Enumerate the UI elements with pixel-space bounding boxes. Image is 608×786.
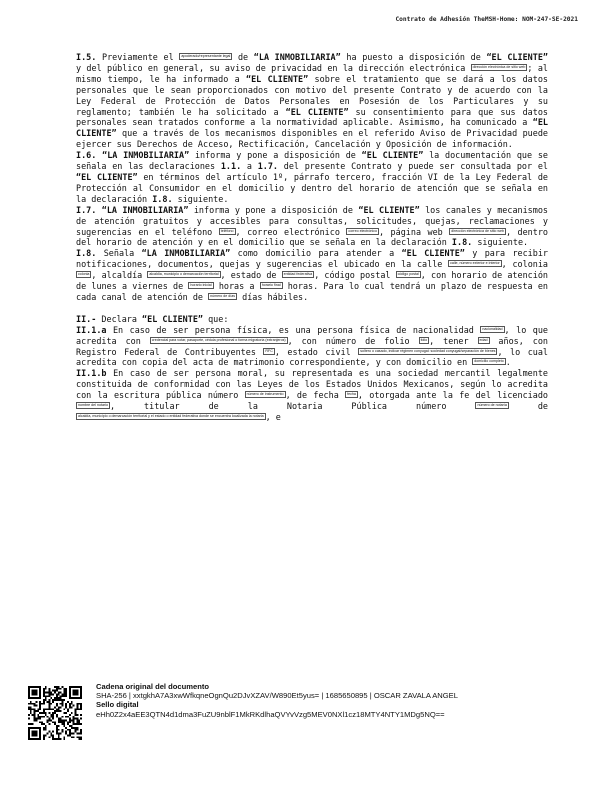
clause-text: que a través de los mecanismos disponibles en el referido Aviso de Privacidad puede ejercer sus Derechos de Acceso, Rectificación, Cancelación y Oposición de información. xyxy=(76,128,548,150)
clause-text: a xyxy=(241,161,258,172)
fill-in-field: colonia xyxy=(78,272,90,277)
clause-text: En caso de ser persona física, es una persona física de nacionalidad xyxy=(106,324,481,335)
clause-text: Previamente el xyxy=(96,52,180,62)
fill-in-field: fecha xyxy=(347,392,356,397)
clause-text: , correo electrónico xyxy=(235,226,347,237)
bold-term: “EL CLIENTE” xyxy=(401,248,465,259)
clause-text: su consentimiento para que sus datos personales sean tratados conforme a la normatividad aplicable. Asimismo, ha comunicado a xyxy=(76,106,549,128)
clause-text: , con número de folio xyxy=(287,335,419,346)
fill-in-field: nombre del notario xyxy=(78,403,108,408)
clause-text: , tener xyxy=(429,335,478,346)
document-header: Contrato de Adhesión TheMSH-Home: NOM-247-SE-2021 xyxy=(395,16,578,23)
clause-text: años, con Registro Federal de Contribuyentes xyxy=(76,335,548,357)
cadena-value: SHA-256 | xxtgkhA7A3xwWfkqneOgnQu2DJvXZAV/W890Et5yus= | 1685650895 | OSCAR ZAVALA ANGEL xyxy=(96,691,458,701)
clause-text: horas a xyxy=(213,281,260,292)
clause-text: y del público en general, su aviso de privacidad en la dirección electrónica xyxy=(76,62,471,73)
clause-text: horas. Para lo cual tendrá un plazo de respuesta en cada canal de atención de xyxy=(76,281,548,302)
signature-footer xyxy=(28,682,588,742)
fill-in-field: soltero o casado, indicar régimen conyugal: sociedad conyugal/separación de bienes xyxy=(360,348,496,353)
clause-text: , dentro del horario de atención y en el domicilio que se señala en la declaración xyxy=(76,226,549,248)
clause-paragraph xyxy=(76,205,548,249)
cadena-label: Cadena original del documento xyxy=(96,682,210,691)
clause-paragraph xyxy=(76,368,548,423)
clause-text: siguiente. xyxy=(172,193,229,204)
fill-in-field: apoderado/representante legal xyxy=(181,54,231,58)
clause-text: que: xyxy=(203,313,229,324)
clause-text: del presente Contrato y puede ser consultada por el xyxy=(278,161,548,172)
bold-term: I.8. xyxy=(451,237,473,248)
clause-text: días hábiles. xyxy=(237,291,309,302)
clause-text: sobre el tratamiento que se dará a los datos personales que le sean proporcionados con motivo del presente Contrato y de acuerdo con la Ley Federal de Protección de Datos Personales en Posesión de los Particulares y su reglamento; también le ha solicitado a xyxy=(76,73,548,117)
clause-text: , lo que acredita con xyxy=(76,324,548,346)
clause-text: informa y pone a disposición de xyxy=(188,204,359,215)
clause-text: Declara xyxy=(96,313,143,324)
clause-text: , estado civil xyxy=(274,346,359,357)
bold-term: I.6. xyxy=(76,150,97,161)
bold-term: “EL CLIENTE” xyxy=(486,52,548,62)
clause-text: como domicilio para atender a xyxy=(230,248,402,259)
fill-in-field: edad xyxy=(479,337,488,342)
bold-term: “EL CLIENTE” xyxy=(358,204,420,215)
bold-term: I.5. xyxy=(76,52,97,62)
bold-term: “EL CLIENTE” xyxy=(76,117,548,139)
clause-paragraph xyxy=(76,325,548,369)
fill-in-field: alcaldía, municipio o demarcación territorial xyxy=(149,272,219,277)
fill-in-field: horario final xyxy=(261,283,281,288)
signature-block xyxy=(96,682,576,719)
clause-text: . xyxy=(505,357,511,368)
clause-text: informa y pone a disposición de xyxy=(189,150,362,161)
bold-term: 1.1. xyxy=(220,161,242,172)
clause-text: Señala xyxy=(96,248,142,259)
clause-text: , con horario de atención de lunes a viernes de xyxy=(76,270,548,292)
clause-text: , de fecha xyxy=(285,390,346,401)
bold-term: “EL CLIENTE” xyxy=(142,313,204,324)
clause-text: , colonia xyxy=(501,259,549,270)
clause-text: siguiente. xyxy=(472,237,529,248)
bold-term: “EL CLIENTE” xyxy=(361,150,424,161)
bold-term: 1.7. xyxy=(257,161,279,172)
clause-text: de xyxy=(232,52,254,62)
fill-in-field: dirección electrónica de sitio web xyxy=(451,228,504,233)
fill-in-field: correo electrónico xyxy=(348,228,377,233)
bold-term: I.7. xyxy=(76,204,97,215)
bold-term: II.1.b xyxy=(76,368,107,379)
fill-in-field: domicilio completo xyxy=(474,359,504,364)
bold-term: “LA INMOBILIARIA” xyxy=(101,204,189,215)
clause-text: ; al mismo tiempo, le ha informado a xyxy=(76,62,548,84)
fill-in-field: folio xyxy=(420,337,428,342)
clause-text: de xyxy=(508,401,548,412)
fill-in-field: RFC xyxy=(265,348,273,353)
fill-in-field: calle, número exterior e interior xyxy=(450,261,500,266)
clause-text: , e xyxy=(265,412,281,422)
clause-text: , lo cual acredita con copia del acta de matrimonio correspondiente, y con domicilio en xyxy=(76,346,549,368)
clause-paragraph xyxy=(76,248,548,303)
fill-in-field: dirección electrónica de sitio web xyxy=(472,64,526,69)
sello-value: eHh0Z2x4aEE3QTN4d1dma3FuZU9nblF1MkRKdlhaQVYvVzg5MEV0NXl1cz18MTY4NTY1MDg5NQ== xyxy=(96,709,445,719)
paragraph-gap xyxy=(76,303,548,314)
clause-text: , otorgada ante la fe del licenciado xyxy=(357,390,548,401)
fill-in-field: número de notaría xyxy=(477,403,507,408)
sello-label: Sello digital xyxy=(96,700,139,710)
clause-text: , página web xyxy=(378,226,450,237)
fill-in-field: entidad federativa xyxy=(283,272,313,277)
clause-text: y para recibir notificaciones, documentos, quejas y sugerencias el ubicado en la calle xyxy=(76,248,548,270)
fill-in-field: número de días xyxy=(210,293,236,298)
qr-code-icon xyxy=(28,686,82,740)
clause-paragraph xyxy=(76,52,548,150)
clause-paragraph xyxy=(76,314,548,325)
fill-in-field: número de instrumento xyxy=(246,392,284,397)
bold-term: I.8. xyxy=(152,193,173,204)
contract-body xyxy=(76,52,548,423)
clause-text: la documentación que se señala en las declaraciones xyxy=(76,150,548,172)
fill-in-field: alcaldía, municipio o demarcación territorial y el estado o entidad federativa donde se encuentra localizada la notaria xyxy=(78,414,264,418)
bold-term: II.- xyxy=(76,313,97,324)
bold-term: “EL CLIENTE” xyxy=(76,171,138,182)
fill-in-field: teléfono xyxy=(220,228,234,233)
fill-in-field: código postal xyxy=(397,272,419,277)
clause-text: , alcaldía xyxy=(91,270,148,281)
bold-term: “LA INMOBILIARIA” xyxy=(102,150,190,161)
clause-text: En caso de ser persona moral, su representada es una sociedad mercantil legalmente constituida de conformidad con las Leyes de los Estados Unidos Mexicanos, según lo acredita con la escritura pública número xyxy=(76,368,548,401)
bold-term: “EL CLIENTE” xyxy=(285,106,349,117)
clause-paragraph xyxy=(76,150,548,205)
clause-text: , código postal xyxy=(314,270,396,281)
fill-in-field: horario inicial xyxy=(190,283,212,288)
clause-text: en términos del artículo 1º, párrafo tercero, fracción VI de la Ley Federal de Protección al Consumidor en el domicilio y dentro del horario de atención que se señala en la declaración xyxy=(76,171,548,204)
clause-text: , estado de xyxy=(220,270,282,281)
fill-in-field: credencial para votar, pasaporte, cédula profesional o forma migratoria (extranjeros) xyxy=(151,337,286,342)
bold-term: I.8. xyxy=(76,248,97,259)
fill-in-field: nacionalidad xyxy=(482,326,503,331)
clause-text: , titular de la Notaria Pública número xyxy=(109,401,476,412)
bold-term: “LA INMOBILIARIA” xyxy=(253,52,341,62)
clause-text: los canales y mecanismos de atención gratuitos y accesibles para consultas, solicitudes, quejas, reclamaciones y sugerencias en el teléfono xyxy=(76,204,548,237)
clause-text: ha puesto a disposición de xyxy=(340,52,487,62)
bold-term: II.1.a xyxy=(76,324,107,335)
bold-term: “LA INMOBILIARIA” xyxy=(141,248,231,259)
bold-term: “EL CLIENTE” xyxy=(246,73,309,84)
